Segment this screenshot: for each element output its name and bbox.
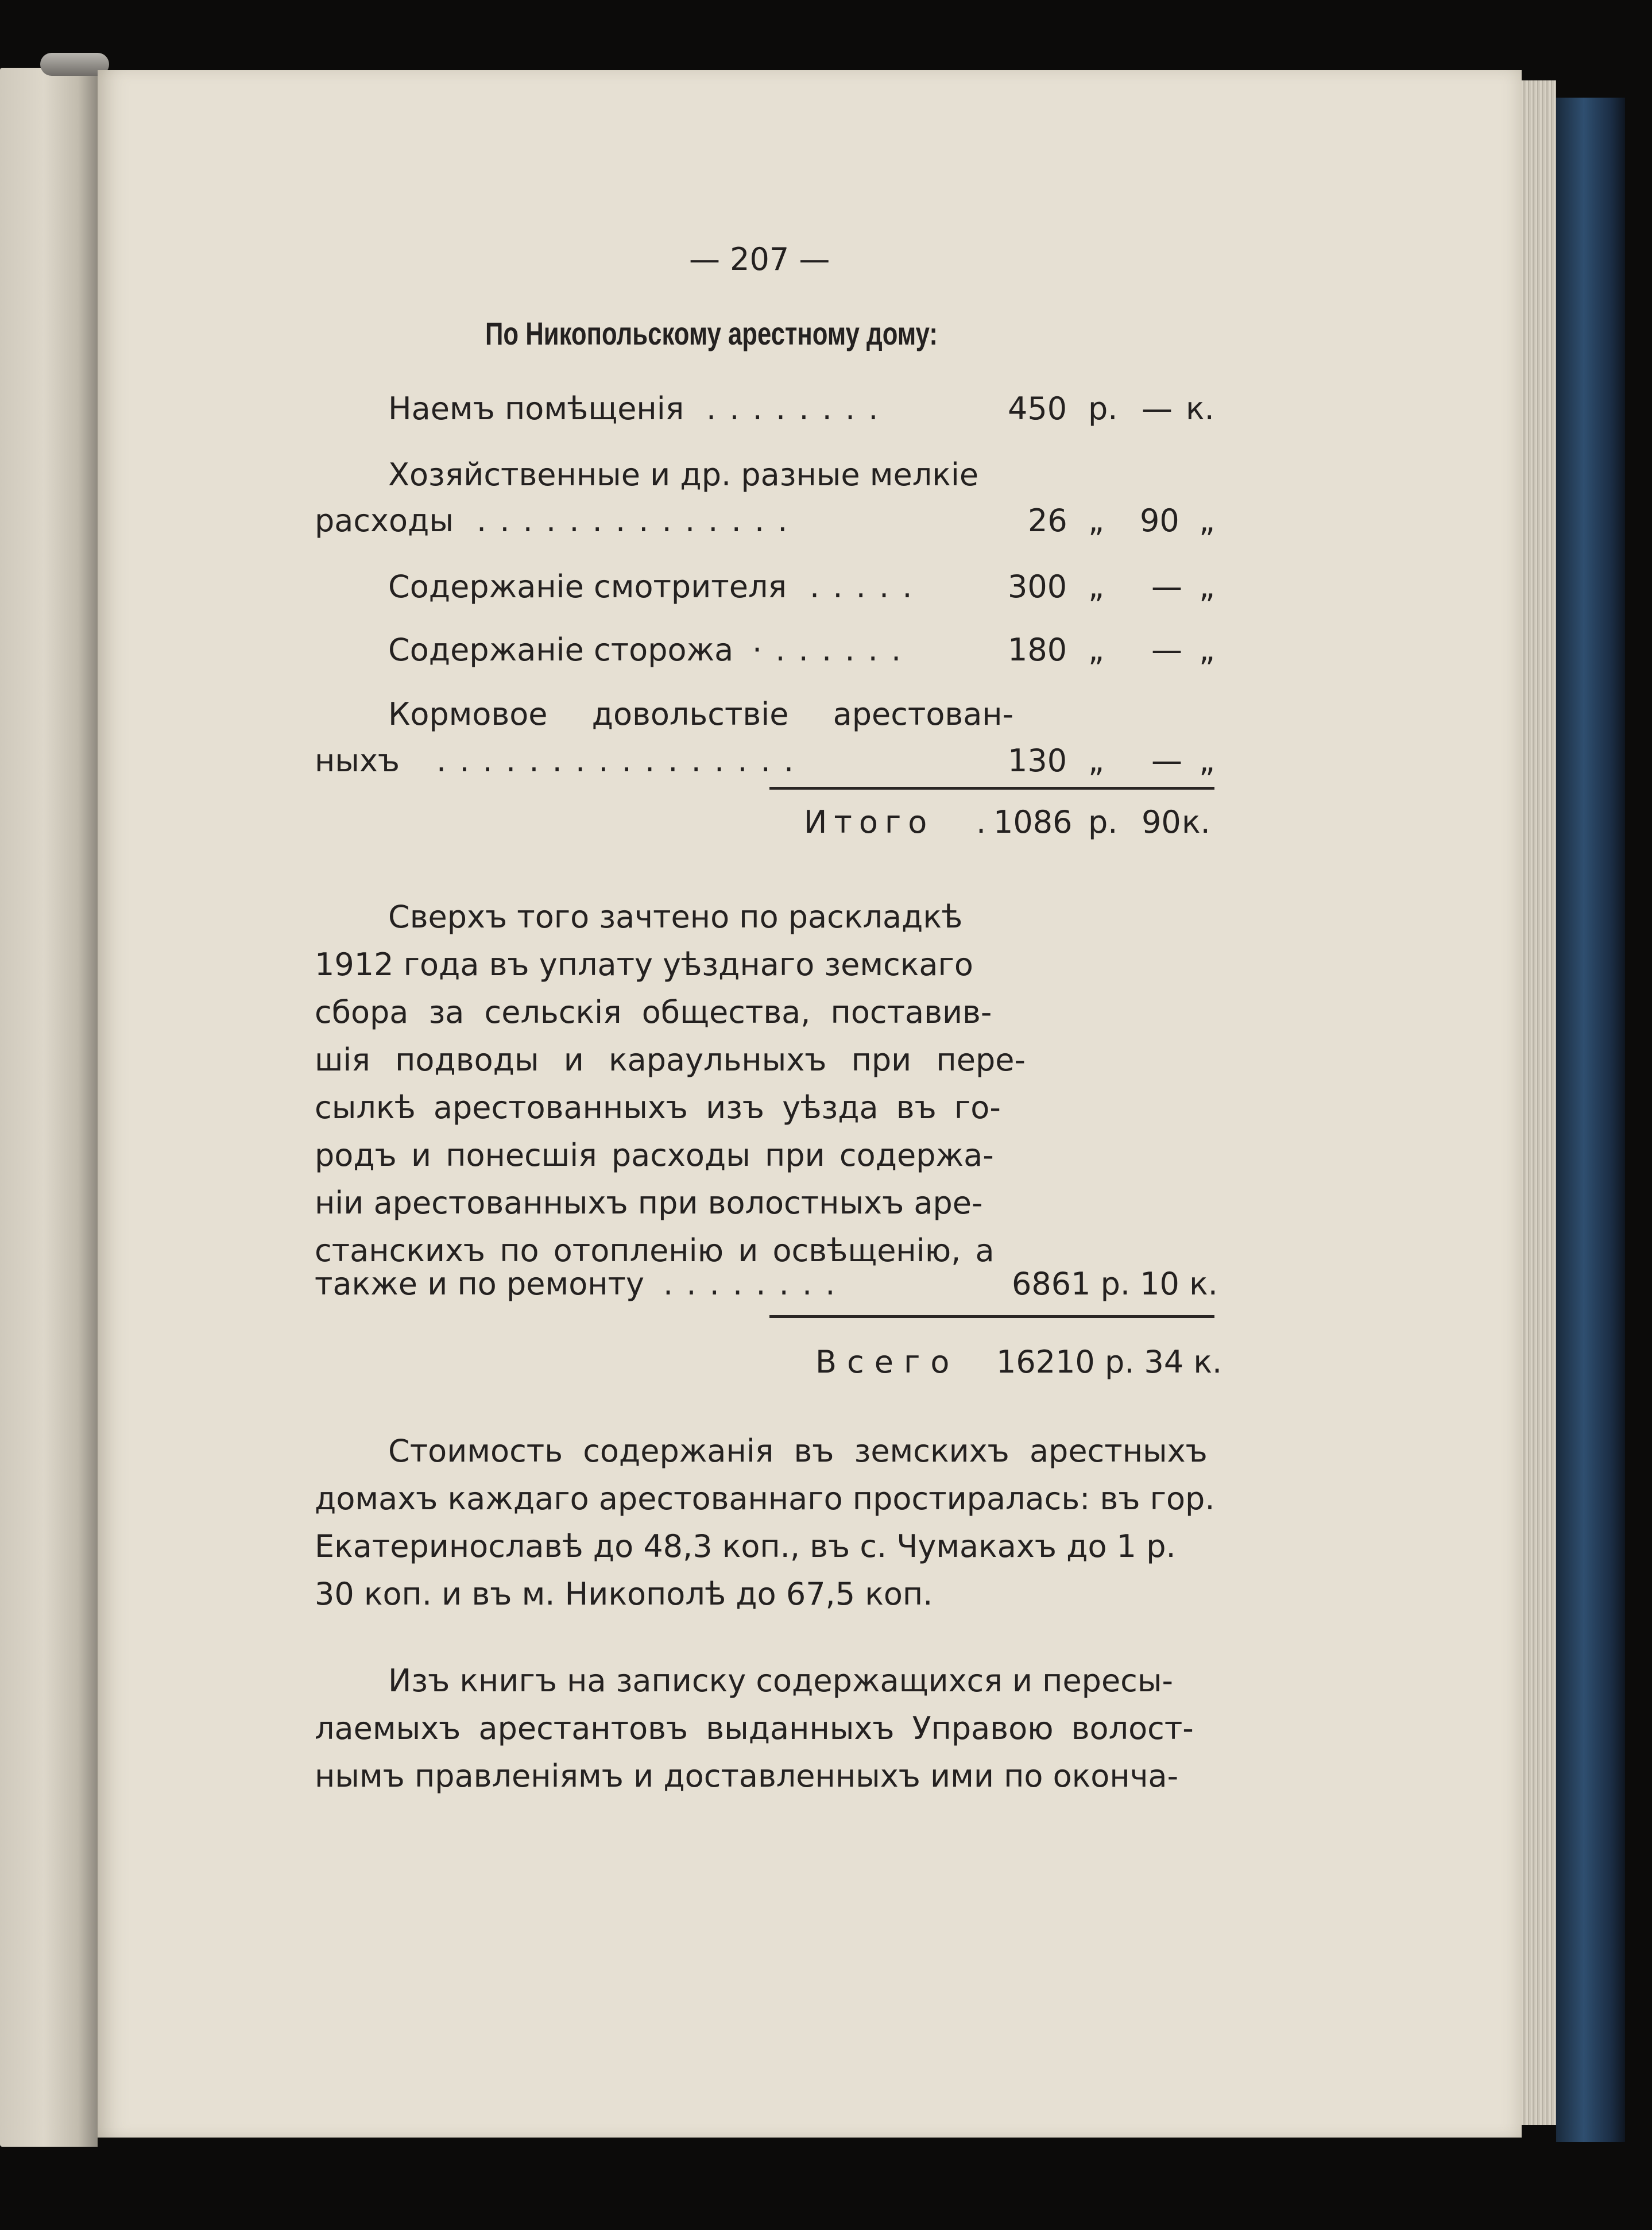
paragraph-line: лаемыхъ арестантовъ выданныхъ Управою волост- xyxy=(315,1710,1194,1746)
rubles-unit: р. xyxy=(1088,804,1118,840)
paragraph-line: домахъ каждаго арестованнаго простиралась: въ гор. xyxy=(315,1481,1215,1517)
expense-label-line1: Хозяйственные и др. разные мелкіе xyxy=(388,457,979,493)
dot-leader: . . . . . . . . xyxy=(663,1266,837,1302)
rubles-unit: р. xyxy=(1088,391,1118,427)
ditto-mark: „ xyxy=(1088,569,1104,605)
paragraph-line: родъ и понесшія расходы при содержа- xyxy=(315,1137,994,1173)
subtotal-kopecks: 90 xyxy=(1142,804,1181,840)
ditto-mark: „ xyxy=(1088,503,1104,539)
paragraph-line: Стоимость содержанія въ земскихъ арестныхъ xyxy=(388,1433,1208,1469)
amount-kopecks: — xyxy=(1151,632,1182,668)
expense-label: Наемъ помѣщенія xyxy=(388,391,684,427)
total-label: Всего xyxy=(815,1344,960,1380)
ditto-mark: „ xyxy=(1088,632,1104,668)
subtotal-label: Итого xyxy=(804,804,934,840)
subtotal-rubles: 1086 xyxy=(993,804,1073,840)
amount-rubles: 180 xyxy=(1008,632,1067,668)
paragraph-line: сбора за сельскія общества, поставив- xyxy=(315,994,992,1030)
total-rule xyxy=(769,1315,1214,1318)
amount-rubles: 130 xyxy=(1008,743,1067,779)
amount-kopecks: 90 xyxy=(1140,503,1179,539)
paragraph-line: Сверхъ того зачтено по раскладкѣ xyxy=(388,899,963,935)
extra-amount: 6861 р. 10 к. xyxy=(1012,1266,1218,1302)
amount-rubles: 300 xyxy=(1008,569,1067,605)
dot-leader: . xyxy=(976,804,986,840)
expense-label-line1: Кормовое довольствіе арестован- xyxy=(388,696,1014,732)
paragraph-line: станскихъ по отопленію и освѣщенію, а xyxy=(315,1232,995,1269)
page-stack-edge xyxy=(1522,80,1556,2125)
paragraph-line: 30 коп. и въ м. Никополѣ до 67,5 коп. xyxy=(315,1576,933,1612)
expense-label: Содержаніе сторожа xyxy=(388,632,734,668)
paragraph-line: Екатеринославѣ до 48,3 коп., въ с. Чумакахъ до 1 р. xyxy=(315,1528,1176,1564)
expense-label-line2: ныхъ xyxy=(315,743,400,779)
dot-leader: . . . . . . . . . . . . . . . . xyxy=(436,743,796,779)
page-number: — 207 — xyxy=(689,241,830,277)
kopecks-unit: к. xyxy=(1182,804,1210,840)
amount-rubles: 26 xyxy=(1028,503,1067,539)
ditto-mark: „ xyxy=(1199,743,1215,779)
dot-leader: . . . . . . . . . . . . . . xyxy=(477,503,790,539)
expense-label: Содержаніе смотрителя xyxy=(388,569,787,605)
paragraph-line: Изъ книгъ на записку содержащихся и пересы- xyxy=(388,1663,1173,1699)
dot-leader: . . . . . xyxy=(810,569,914,605)
paragraph-line: также и по ремонту xyxy=(315,1266,644,1302)
paragraph-line: сылкѣ арестованныхъ изъ уѣзда въ го- xyxy=(315,1089,1001,1126)
paragraph-line: ніи арестованныхъ при волостныхъ аре- xyxy=(315,1185,983,1221)
ditto-mark: „ xyxy=(1199,503,1215,539)
total-amount: 16210 р. 34 к. xyxy=(996,1344,1222,1380)
amount-kopecks: — xyxy=(1151,743,1182,779)
paragraph-line: 1912 года въ уплату уѣзднаго земскаго xyxy=(315,946,973,983)
ditto-mark: „ xyxy=(1199,632,1215,668)
kopecks-unit: к. xyxy=(1186,391,1214,427)
paragraph-line: шія подводы и караульныхъ при пере- xyxy=(315,1042,1026,1078)
left-page-edge xyxy=(0,68,98,2147)
section-heading: По Никопольскому арестному дому: xyxy=(485,315,938,351)
ditto-mark: „ xyxy=(1199,569,1215,605)
dot-leader: · . . . . . . xyxy=(752,632,903,668)
paragraph-line: нымъ правленіямъ и доставленныхъ ими по оконча- xyxy=(315,1758,1179,1794)
amount-kopecks: — xyxy=(1142,391,1173,427)
dot-leader: . . . . . . . . xyxy=(706,391,880,427)
ditto-mark: „ xyxy=(1088,743,1104,779)
book-cover-edge xyxy=(1556,98,1625,2142)
amount-rubles: 450 xyxy=(1008,391,1067,427)
sum-rule xyxy=(769,787,1214,790)
expense-label-line2: расходы xyxy=(315,503,454,539)
amount-kopecks: — xyxy=(1151,569,1182,605)
